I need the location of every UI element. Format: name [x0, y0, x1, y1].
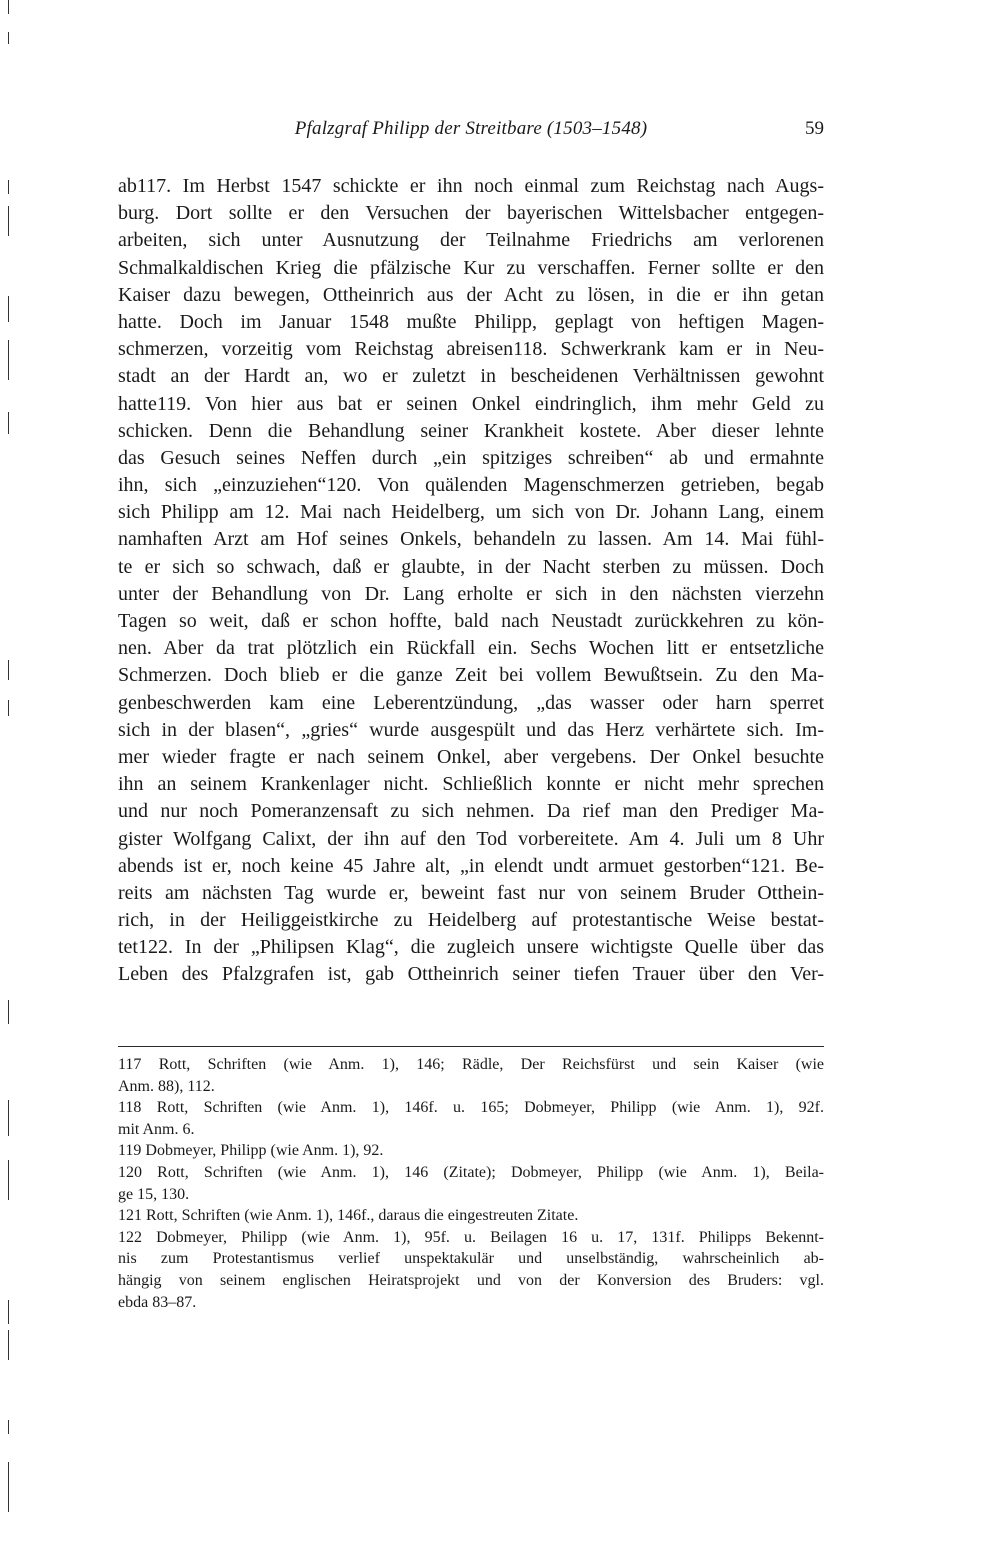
footnote-line: 119 Dobmeyer, Philipp (wie Anm. 1), 92.	[118, 1142, 384, 1160]
text-line: unter der Behandlung von Dr. Lang erholte er sich in den nächsten vierzehn	[118, 582, 824, 605]
text-line: sich in der blasen“, „gries“ wurde ausgespült und das Herz verhärtete sich. Im-	[118, 718, 824, 741]
footnote-line: Anm. 88), 112.	[118, 1077, 215, 1095]
footnote-line: 120 Rott, Schriften (wie Anm. 1), 146 (Zitate); Dobmeyer, Philipp (wie Anm. 1), Beila-	[118, 1163, 824, 1181]
text-line: mer wieder fragte er nach seinem Onkel, aber vergebens. Der Onkel besuchte	[118, 745, 824, 768]
text-line: Kaiser dazu bewegen, Ottheinrich aus der Acht zu lösen, in die er ihn getan	[118, 283, 824, 306]
text-line: ab117. Im Herbst 1547 schickte er ihn noch einmal zum Reichstag nach Augs-	[118, 175, 824, 197]
text-line: Schmerzen. Doch blieb er die ganze Zeit bei vollem Bewußtsein. Zu den Ma-	[118, 664, 824, 687]
footnote-line: 122 Dobmeyer, Philipp (wie Anm. 1), 95f. u. Beilagen 16 u. 17, 131f. Philipps Bekennt-	[118, 1228, 824, 1246]
text-line: hatte119. Von hier aus bat er seinen Onkel eindringlich, ihm mehr Geld zu	[118, 392, 824, 415]
text-line: nen. Aber da trat plötzlich ein Rückfall ein. Sechs Wochen litt er entsetzliche	[118, 637, 824, 660]
text-line: gister Wolfgang Calixt, der ihn auf den Tod vorbereitete. Am 4. Juli um 8 Uhr	[118, 827, 824, 850]
running-title: Pfalzgraf Philipp der Streitbare (1503–1548)	[294, 118, 648, 139]
text-line: Tagen so weit, daß er schon hoffte, bald nach Neustadt zurückkehren zu kön-	[118, 610, 824, 632]
scan-margin-marks	[8, 0, 11, 1543]
text-line: und nur noch Pomeranzensaft zu sich nehmen. Da rief man den Prediger Ma-	[118, 800, 824, 823]
text-line: tet122. In der „Philipsen Klag“, die zugleich unsere wichtigste Quelle über das	[118, 936, 824, 959]
text-line: abends ist er, noch keine 45 Jahre alt, „in elendt undt armuet gestorben“121. Be-	[118, 854, 824, 877]
body-text	[118, 173, 824, 989]
text-line: te er sich so schwach, daß er glaubte, in der Nacht sterben zu müssen. Doch	[118, 555, 824, 578]
footnote-line: hängig von seinem englischen Heiratsprojekt und von der Konversion des Bruders: vgl.	[118, 1271, 824, 1289]
running-head	[118, 118, 824, 146]
text-line: das Gesuch seines Neffen durch „ein spitziges schreiben“ ab und ermahnte	[118, 446, 824, 469]
footnote-line: nis zum Protestantismus verlief unspektakulär und unselbständig, wahrscheinlich ab-	[118, 1250, 824, 1268]
footnote-line: mit Anm. 6.	[118, 1120, 195, 1138]
text-line: ihn, sich „einzuziehen“120. Von quälenden Magenschmerzen getrieben, begab	[118, 474, 824, 497]
footnote-line: ge 15, 130.	[118, 1185, 190, 1203]
footnote-line: 121 Rott, Schriften (wie Anm. 1), 146f., daraus die eingestreuten Zitate.	[118, 1207, 579, 1225]
text-line: burg. Dort sollte er den Versuchen der bayerischen Wittelsbacher entgegen-	[118, 202, 824, 225]
footnotes	[118, 1054, 824, 1313]
text-line: arbeiten, sich unter Ausnutzung der Teilnahme Friedrichs am verlorenen	[118, 229, 824, 252]
text-line: genbeschwerden kam eine Leberentzündung, „das wasser oder harn sperret	[118, 691, 824, 714]
footnote-line: 118 Rott, Schriften (wie Anm. 1), 146f. u. 165; Dobmeyer, Philipp (wie Anm. 1), 92f.	[118, 1099, 824, 1117]
text-line: namhaften Arzt am Hof seines Onkels, behandeln zu lassen. Am 14. Mai fühl-	[118, 528, 824, 551]
text-line: sich Philipp am 12. Mai nach Heidelberg, um sich von Dr. Johann Lang, einem	[118, 501, 824, 524]
text-line: ihn an seinem Krankenlager nicht. Schließlich konnte er nicht mehr sprechen	[118, 773, 824, 796]
footnote-divider	[118, 1046, 824, 1047]
text-line: hatte. Doch im Januar 1548 mußte Philipp, geplagt von heftigen Magen-	[118, 310, 824, 333]
text-line: stadt an der Hardt an, wo er zuletzt in bescheidenen Verhältnissen gewohnt	[118, 365, 824, 388]
footnote-line: ebda 83–87.	[118, 1293, 197, 1311]
text-line: Schmalkaldischen Krieg die pfälzische Kur zu verschaffen. Ferner sollte er den	[118, 256, 824, 279]
page-number: 59	[805, 118, 824, 139]
footnote-line: 117 Rott, Schriften (wie Anm. 1), 146; Rädle, Der Reichsfürst und sein Kaiser (wie	[118, 1056, 824, 1073]
text-line: reits am nächsten Tag wurde er, beweint fast nur von seinem Bruder Otthein-	[118, 881, 824, 904]
text-line: schmerzen, vorzeitig vom Reichstag abreisen118. Schwerkrank kam er in Neu-	[118, 338, 824, 361]
text-line: schicken. Denn die Behandlung seiner Krankheit kostete. Aber dieser lehnte	[118, 419, 824, 442]
text-line: Leben des Pfalzgrafen ist, gab Ottheinrich seiner tiefen Trauer über den Ver-	[118, 963, 824, 986]
text-line: rich, in der Heiliggeistkirche zu Heidelberg auf protestantische Weise bestat-	[118, 909, 824, 932]
